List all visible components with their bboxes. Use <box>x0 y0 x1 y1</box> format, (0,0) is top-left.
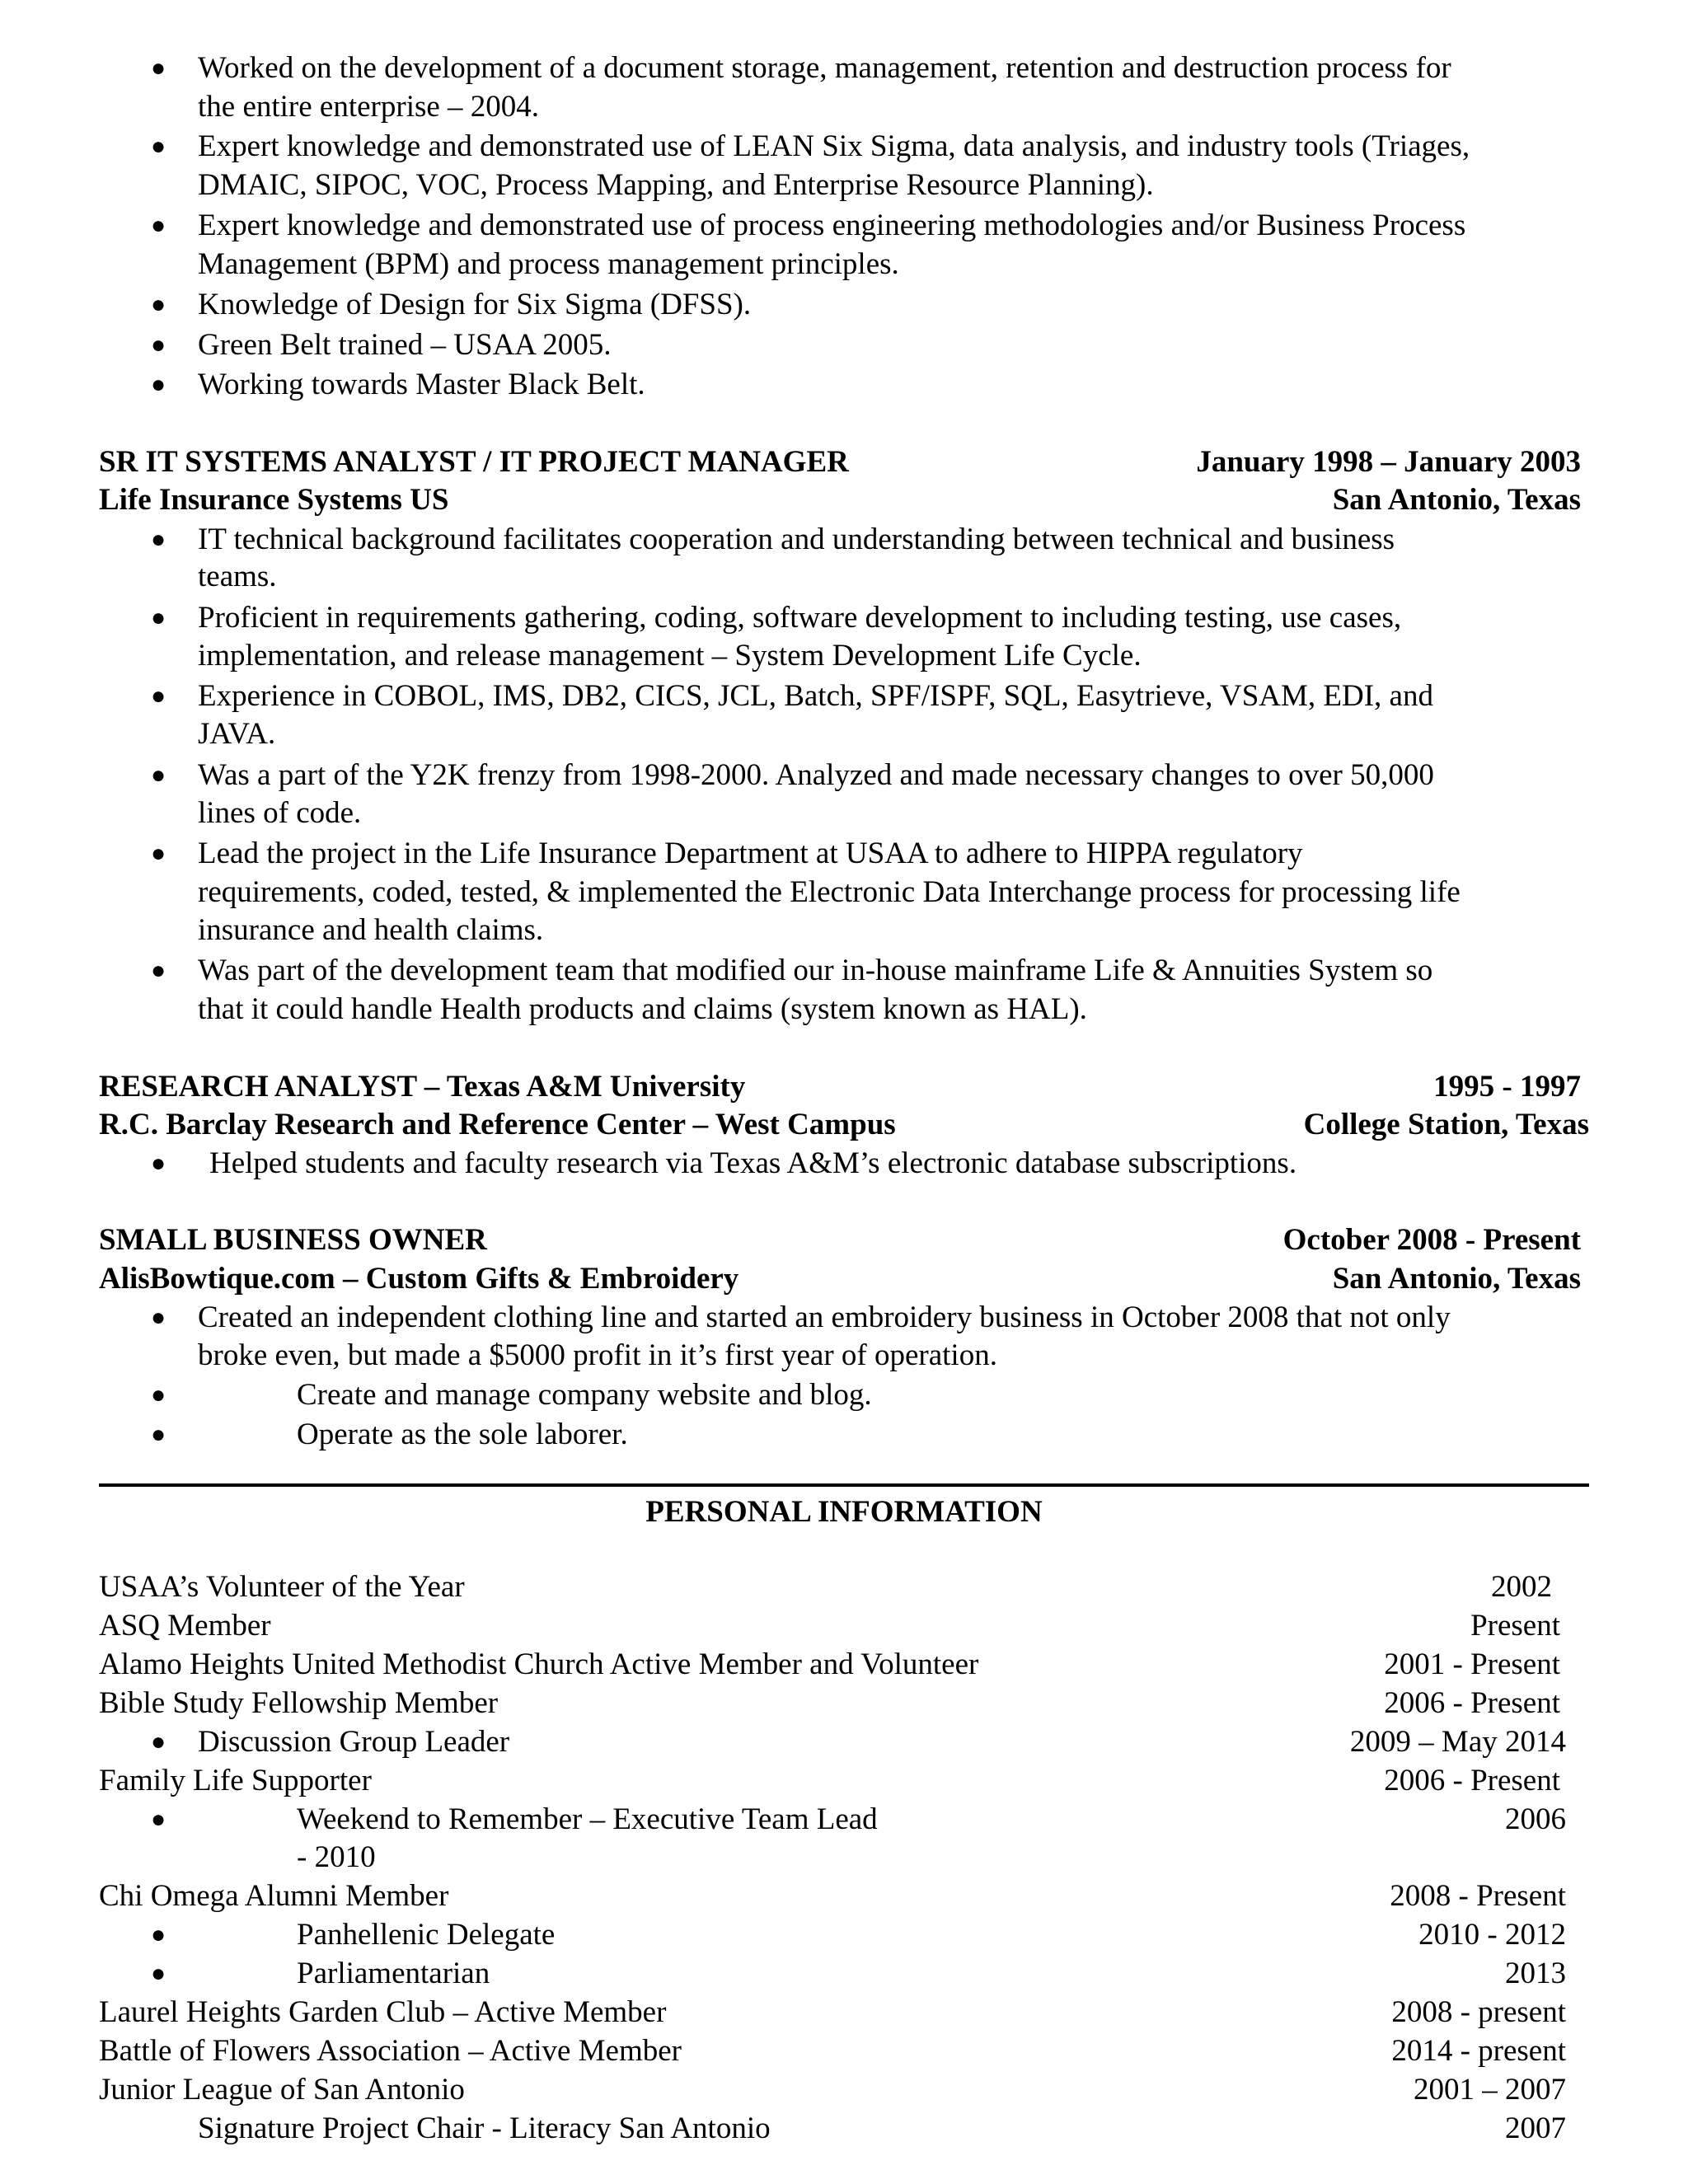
bullet-icon: ● <box>151 957 166 984</box>
list-item: Operate as the sole laborer. <box>297 1418 628 1451</box>
bullet-icon: ● <box>151 133 166 160</box>
bullet-icon: ● <box>151 1806 166 1833</box>
list-item: Was a part of the Y2K frenzy from 1998-2000. Analyzed and made necessary changes to over 50,000 <box>198 758 1434 792</box>
bullet-icon: ● <box>151 331 166 359</box>
list-item: Experience in COBOL, IMS, DB2, CICS, JCL, Batch, SPF/ISPF, SQL, Easytrieve, VSAM, EDI, and <box>198 679 1433 713</box>
list-item: Expert knowledge and demonstrated use of LEAN Six Sigma, data analysis, and industry tools (Triages, <box>198 129 1470 163</box>
personal-item-date: 2002 <box>1491 1570 1552 1604</box>
job-title: RESEARCH ANALYST – Texas A&M University <box>99 1070 746 1104</box>
personal-item-date: 2006 <box>1505 1802 1566 1836</box>
personal-item-date: 2006 - Present <box>1384 1764 1560 1797</box>
personal-item: Weekend to Remember – Executive Team Lead <box>297 1802 878 1836</box>
bullet-icon: ● <box>151 1381 166 1408</box>
personal-item: USAA’s Volunteer of the Year <box>99 1570 465 1604</box>
bullet-icon: ● <box>151 1421 166 1448</box>
bullet-icon: ● <box>151 840 166 867</box>
list-item-cont: Management (BPM) and process management principles. <box>198 247 899 281</box>
list-item-cont: lines of code. <box>198 796 362 830</box>
personal-item-date: 2006 - Present <box>1384 1686 1560 1720</box>
list-item: Worked on the development of a document storage, management, retention and destruction process for <box>198 51 1451 85</box>
list-item: Helped students and faculty research via Texas A&M’s electronic database subscriptions. <box>209 1146 1297 1180</box>
job-title: SMALL BUSINESS OWNER <box>99 1223 487 1257</box>
list-item: Green Belt trained – USAA 2005. <box>198 328 612 362</box>
list-item: Proficient in requirements gathering, coding, software development to including testing, use cases, <box>198 601 1402 635</box>
job-location: San Antonio, Texas <box>1332 1262 1581 1296</box>
personal-item-date: 2008 - Present <box>1390 1879 1566 1913</box>
personal-item-date: Present <box>1470 1609 1560 1643</box>
list-item: IT technical background facilitates cooperation and understanding between technical and business <box>198 523 1395 556</box>
bullet-icon: ● <box>151 1150 166 1177</box>
personal-item: Discussion Group Leader <box>198 1725 510 1759</box>
list-item-cont: DMAIC, SIPOC, VOC, Process Mapping, and Enterprise Resource Planning). <box>198 168 1154 202</box>
bullet-icon: ● <box>151 762 166 789</box>
section-divider <box>99 1483 1589 1487</box>
list-item: Create and manage company website and blog. <box>297 1378 872 1412</box>
job-company: AlisBowtique.com – Custom Gifts & Embroidery <box>99 1262 739 1296</box>
job-title: SR IT SYSTEMS ANALYST / IT PROJECT MANAGER <box>99 445 849 479</box>
job-dates: October 2008 - Present <box>1282 1223 1581 1257</box>
personal-item-date: 2008 - present <box>1391 1995 1566 2029</box>
job-company: Life Insurance Systems US <box>99 483 449 517</box>
personal-item: Panhellenic Delegate <box>297 1918 556 1952</box>
personal-item: ASQ Member <box>99 1609 271 1643</box>
list-item: Working towards Master Black Belt. <box>198 368 645 401</box>
list-item-cont: requirements, coded, tested, & implemented the Electronic Data Interchange process for processing life <box>198 875 1461 909</box>
personal-item-date: 2009 – May 2014 <box>1349 1725 1566 1759</box>
list-item-cont: the entire enterprise – 2004. <box>198 90 540 124</box>
job-dates: 1995 - 1997 <box>1433 1070 1581 1104</box>
personal-item-date: 2001 – 2007 <box>1414 2073 1566 2107</box>
job-location: College Station, Texas <box>1303 1108 1589 1141</box>
personal-item: Signature Project Chair - Literacy San Antonio <box>198 2111 771 2145</box>
job-company: R.C. Barclay Research and Reference Center – West Campus <box>99 1108 896 1141</box>
bullet-icon: ● <box>151 1304 166 1331</box>
personal-item-cont: - 2010 <box>297 1840 376 1874</box>
personal-item: Family Life Supporter <box>99 1764 372 1797</box>
list-item-cont: teams. <box>198 560 277 593</box>
bullet-icon: ● <box>151 291 166 318</box>
bullet-icon: ● <box>151 54 166 82</box>
bullet-icon: ● <box>151 604 166 631</box>
section-heading: PERSONAL INFORMATION <box>645 1495 1043 1529</box>
list-item: Was part of the development team that modified our in-house mainframe Life & Annuities System so <box>198 954 1433 987</box>
personal-item: Chi Omega Alumni Member <box>99 1879 449 1913</box>
personal-item: Alamo Heights United Methodist Church Active Member and Volunteer <box>99 1647 979 1681</box>
bullet-icon: ● <box>151 1960 166 1987</box>
personal-item-date: 2007 <box>1505 2111 1566 2145</box>
list-item-cont: broke even, but made a $5000 profit in it’s first year of operation. <box>198 1338 997 1372</box>
list-item: Expert knowledge and demonstrated use of process engineering methodologies and/or Business Process <box>198 209 1466 242</box>
personal-item: Junior League of San Antonio <box>99 2073 465 2107</box>
bullet-icon: ● <box>151 371 166 398</box>
bullet-icon: ● <box>151 682 166 710</box>
bullet-icon: ● <box>151 1728 166 1755</box>
list-item-cont: implementation, and release management – System Development Life Cycle. <box>198 639 1142 673</box>
list-item-cont: insurance and health claims. <box>198 913 544 947</box>
job-dates: January 1998 – January 2003 <box>1196 445 1581 479</box>
bullet-icon: ● <box>151 526 166 553</box>
job-location: San Antonio, Texas <box>1332 483 1581 517</box>
list-item: Knowledge of Design for Six Sigma (DFSS). <box>198 288 752 321</box>
personal-item: Battle of Flowers Association – Active Member <box>99 2034 682 2068</box>
personal-item-date: 2010 - 2012 <box>1418 1918 1566 1952</box>
list-item-cont: that it could handle Health products and claims (system known as HAL). <box>198 992 1087 1026</box>
personal-item: Laurel Heights Garden Club – Active Member <box>99 1995 667 2029</box>
list-item: Lead the project in the Life Insurance Department at USAA to adhere to HIPPA regulatory <box>198 837 1303 870</box>
personal-item-date: 2014 - present <box>1391 2034 1566 2068</box>
bullet-icon: ● <box>151 212 166 239</box>
bullet-icon: ● <box>151 1921 166 1948</box>
list-item-cont: JAVA. <box>198 717 276 751</box>
personal-item: Parliamentarian <box>297 1957 490 1990</box>
personal-item-date: 2013 <box>1505 1957 1566 1990</box>
personal-item: Bible Study Fellowship Member <box>99 1686 499 1720</box>
personal-item-date: 2001 - Present <box>1384 1647 1560 1681</box>
list-item: Created an independent clothing line and started an embroidery business in October 2008 that not only <box>198 1301 1451 1334</box>
